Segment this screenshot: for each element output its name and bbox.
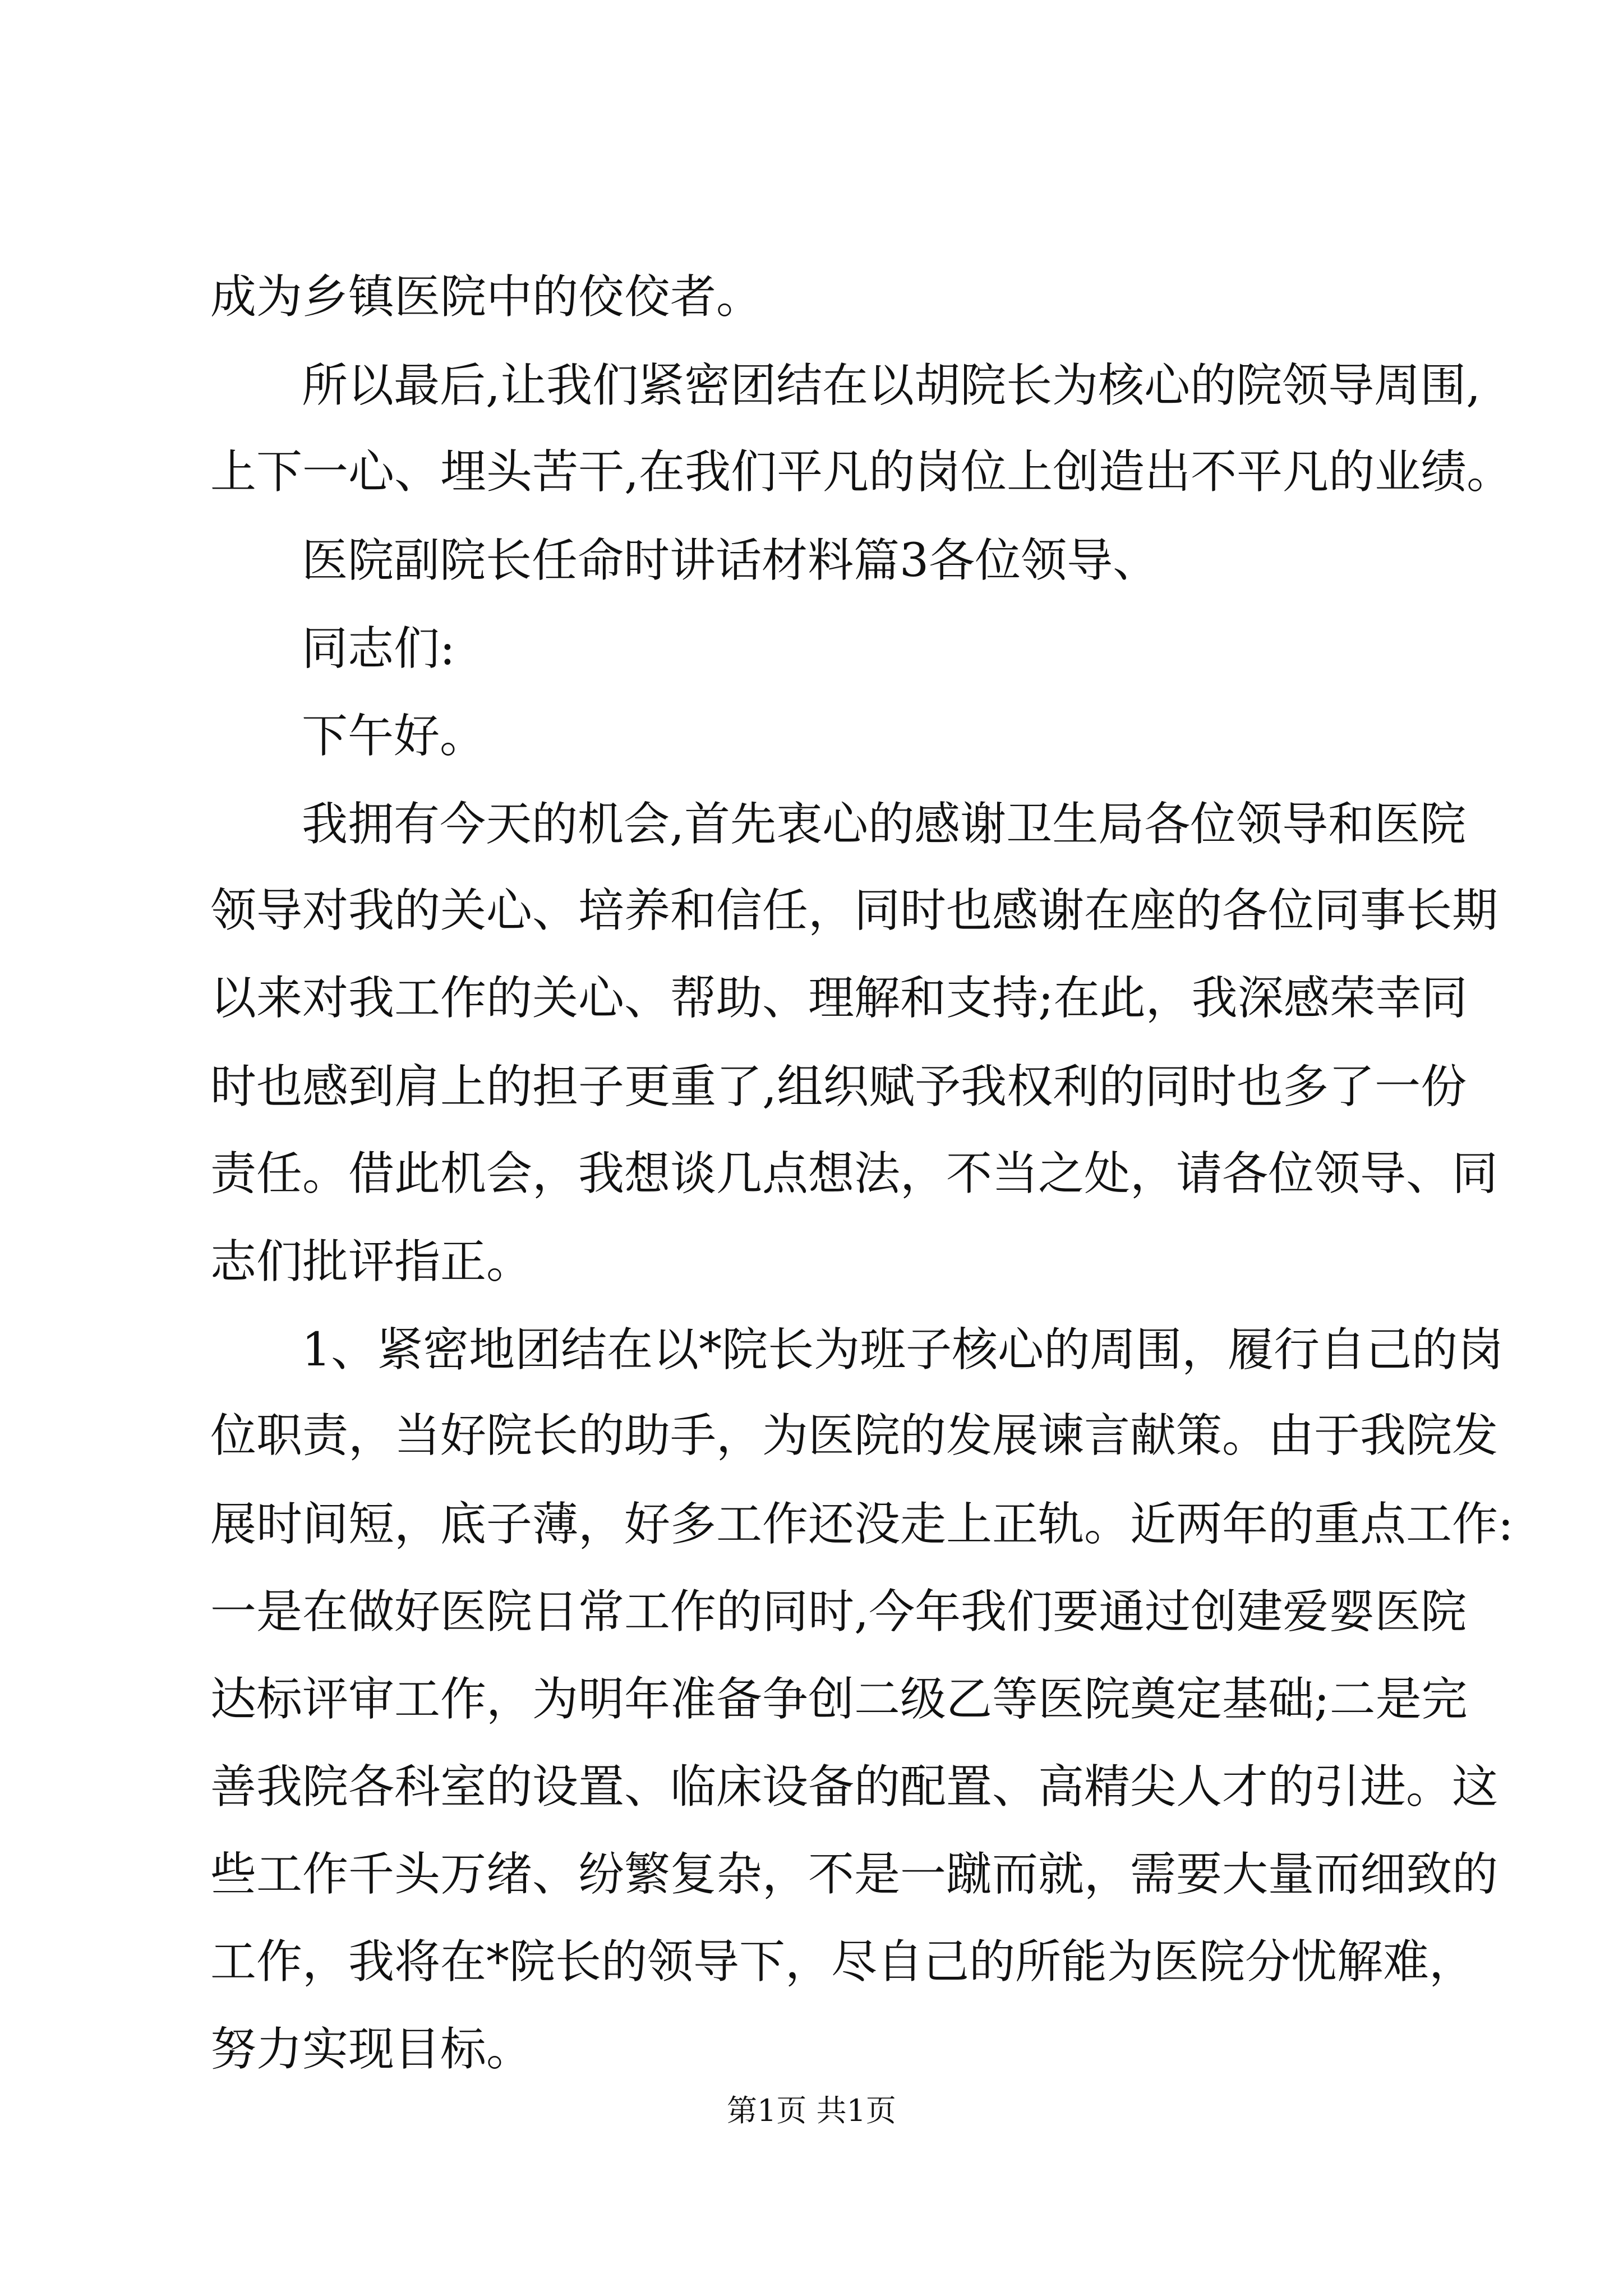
text-line: 一是在做好医院日常工作的同时,今年我们要通过创建爱婴医院 [210,1585,1467,1639]
text-line: 工作，我将在*院长的领导下，尽自己的所能为医院分忧解难， [210,1935,1476,1989]
text-line: 我拥有今天的机会,首先衷心的感谢卫生局各位领导和医院 [302,798,1467,851]
text-line: 下午好。 [302,710,486,763]
text-line: 上下一心、埋头苦干,在我们平凡的岗位上创造出不平凡的业绩。 [210,445,1513,499]
text-line: 时也感到肩上的担子更重了,组织赋予我权利的同时也多了一份 [210,1060,1467,1114]
text-line: 领导对我的关心、培养和信任，同时也感谢在座的各位同事长期 [210,884,1498,937]
text-line: 以来对我工作的关心、帮助、理解和支持;在此，我深感荣幸同 [210,972,1468,1025]
text-line: 些工作千头万绪、纷繁复杂，不是一蹴而就，需要大量而细致的 [210,1848,1498,1901]
text-line: 努力实现目标。 [210,2023,533,2076]
text-line: 1、紧密地团结在以*院长为班子核心的周围，履行自己的岗 [302,1323,1504,1377]
text-line: 善我院各科室的设置、临床设备的配置、高精尖人才的引进。这 [210,1760,1498,1814]
section-heading: 医院副院长任命时讲话材料篇3各位领导、 [302,534,1159,587]
text-line: 责任。借此机会，我想谈几点想法，不当之处，请各位领导、同 [210,1147,1498,1200]
text-line: 位职责，当好院长的助手，为医院的发展谏言献策。由于我院发 [210,1409,1498,1462]
text-line: 同志们: [302,622,455,675]
text-line: 达标评审工作，为明年准备争创二级乙等医院奠定基础;二是完 [210,1673,1468,1726]
page-footer: 第1页 共1页 [727,2093,896,2128]
text-line: 所以最后,让我们紧密团结在以胡院长为核心的院领导周围, [302,359,1481,412]
text-line: 展时间短，底子薄，好多工作还没走上正轨。近两年的重点工作: [210,1498,1514,1551]
text-line: 志们批评指正。 [210,1235,533,1289]
text-line: 成为乡镇医院中的佼佼者。 [210,270,763,324]
